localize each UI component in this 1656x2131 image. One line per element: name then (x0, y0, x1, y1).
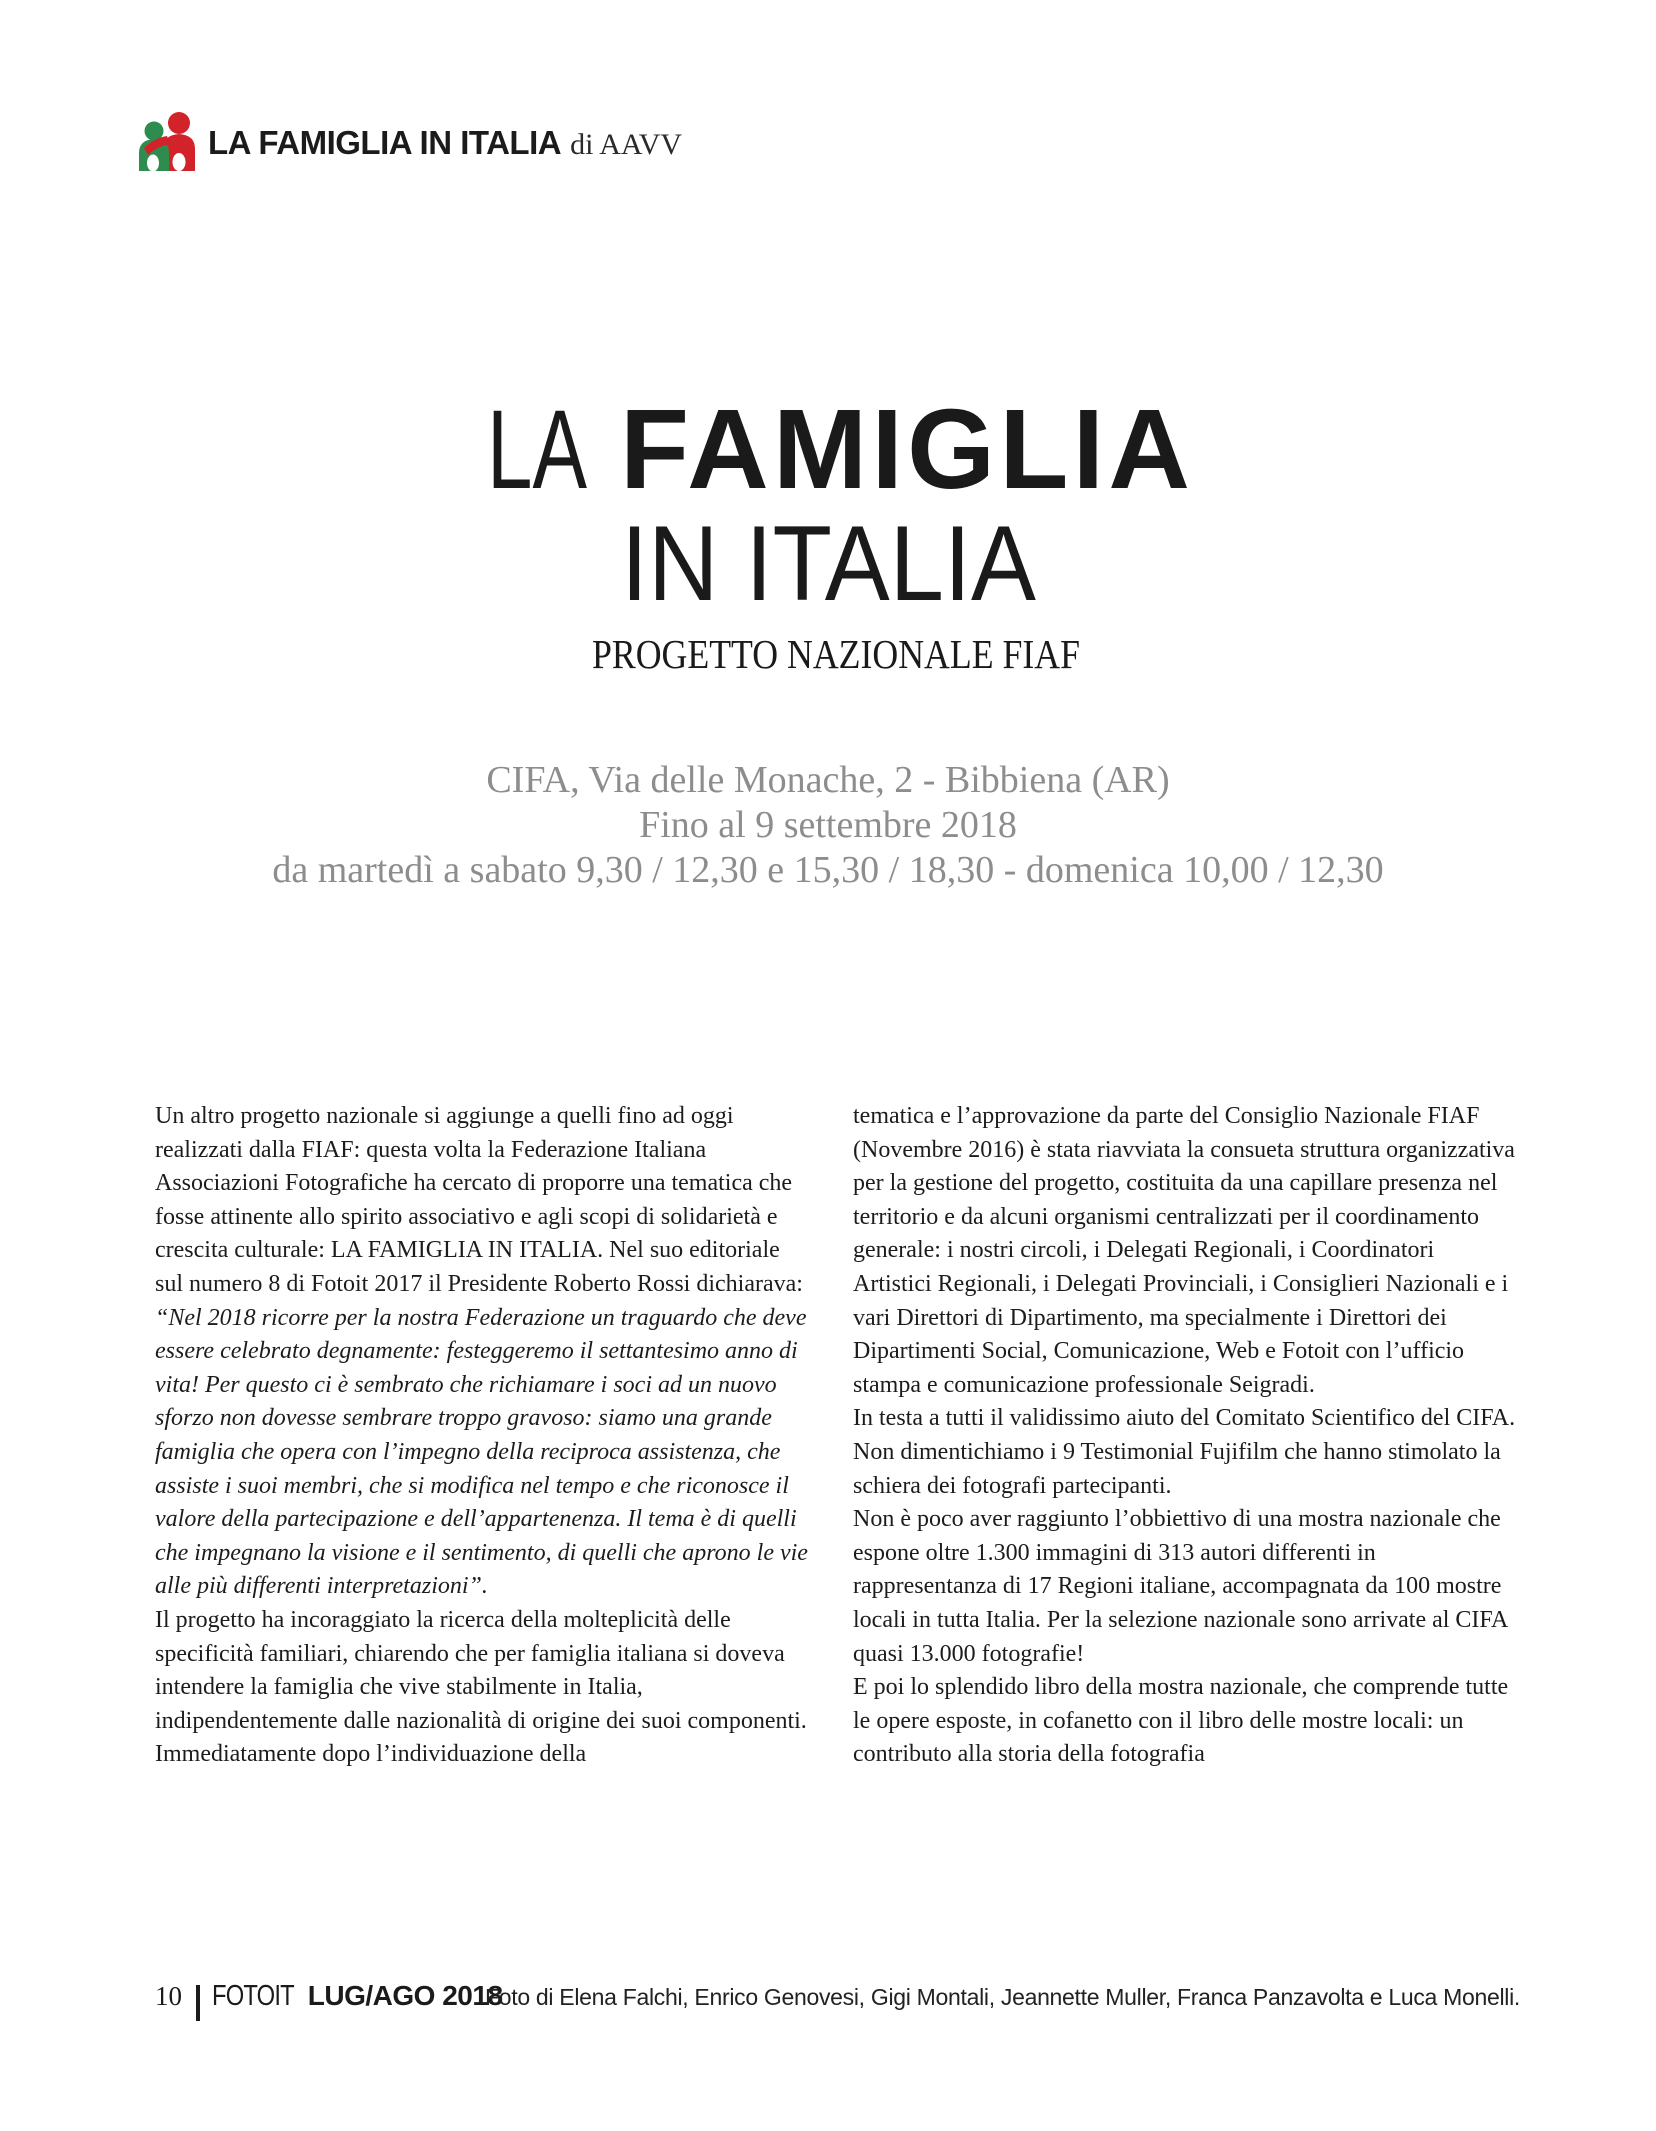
green-figure-highlight (147, 155, 159, 172)
text-run: Il progetto ha incoraggiato la ricerca della molteplicità delle specificità familiari, chiarendo che per famiglia italiana si doveva intendere la famiglia che vive stabilmente in Italia, indipendentemente dalle nazionalità di origine dei suoi componenti. Immediatamente dopo l’individuazione della (155, 1606, 807, 1768)
issue-label: LUG/AGO 2018 (307, 1980, 503, 2011)
hero-title-famiglia: FAMIGLIA (620, 386, 1190, 512)
hero-title (0, 360, 1656, 690)
hero-subtitle: PROGETTO NAZIONALE FIAF (592, 631, 1080, 677)
header-title: LA FAMIGLIA IN ITALIA (208, 124, 562, 161)
footer-divider (196, 1985, 200, 2021)
event-dates: Fino al 9 settembre 2018 (639, 804, 1017, 846)
article-paragraph (155, 1100, 813, 1604)
text-run: Non è poco aver raggiunto l’obbiettivo di una mostra nazionale che espone oltre 1.300 immagini di 313 autori differenti in rappresentanza di 17 Regioni italiane, accompagnata da 100 mostre locali in tutta Italia. Per la selezione nazionale sono arrivate al CIFA quasi 13.000 fotografie! (853, 1506, 1507, 1667)
article-column-left (155, 1100, 813, 1772)
article-paragraph (155, 1604, 813, 1772)
article-paragraph (853, 1503, 1517, 1671)
text-run: tematica e l’approvazione da parte del Consiglio Nazionale FIAF (Novembre 2016) è stata riavviata la consueta struttura organizzativa per la gestione del progetto, costituita da una capillare presenza nel territorio e da alcuni organismi centralizzati per il coordinamento generale: i nostri circoli, i Delegati Regionali, i Coordinatori Artistici Regionali, i Delegati Provinciali, i Consiglieri Nazionali e i vari Direttori di Dipartimento, ma specialmente i Direttori dei Dipartimenti Social, Comunicazione, Web e Fotoit con l’ufficio stampa e comunicazione professionale Seigradi. (853, 1103, 1515, 1398)
text-run: In testa a tutti il validissimo aiuto del Comitato Scientifico del CIFA. Non dimentichiamo i 9 Testimonial Fujifilm che hanno stimolato la schiera dei fotografi partecipanti. (853, 1405, 1516, 1499)
hero-title-la: LA (487, 387, 588, 512)
footer (155, 1980, 503, 2016)
event-venue: CIFA, Via delle Monache, 2 - Bibbiena (AR) (486, 759, 1170, 801)
hero-title-in-italia: IN ITALIA (621, 503, 1037, 623)
header-author: di AAVV (570, 128, 683, 161)
photo-credits: Foto di Elena Falchi, Enrico Genovesi, Gigi Montali, Jeannette Muller, Franca Panzavolta e Luca Monelli. (484, 1984, 1520, 2010)
header (208, 124, 682, 162)
text-run: Un altro progetto nazionale si aggiunge a quelli fino ad oggi realizzati dalla FIAF: questa volta la Federazione Italiana Associazioni Fotografiche ha cercato di proporre una tematica che fosse attinente allo spirito associativo e agli scopi di solidarietà e crescita culturale: LA FAMIGLIA IN ITALIA. Nel suo editoriale sul numero 8 di Fotoit 2017 il Presidente Roberto Rossi dichiarava: (155, 1103, 803, 1297)
family-figures-logo (134, 110, 204, 172)
red-figure-highlight (173, 153, 186, 171)
text-run: E poi lo splendido libro della mostra nazionale, che comprende tutte le opere esposte, in cofanetto con il libro delle mostre locali: un contributo alla storia della fotografia (853, 1674, 1509, 1768)
magazine-name: FOTOIT (212, 1980, 294, 2012)
article-paragraph (853, 1100, 1517, 1402)
page-number: 10 (155, 1981, 182, 2011)
article-paragraph (853, 1671, 1517, 1772)
article-column-right (853, 1100, 1517, 1772)
event-hours: da martedì a sabato 9,30 / 12,30 e 15,30 / 18,30 - domenica 10,00 / 12,30 (272, 849, 1384, 891)
event-info (0, 758, 1656, 893)
quote-run: “Nel 2018 ricorre per la nostra Federazione un traguardo che deve essere celebrato degnamente: festeggeremo il settantesimo anno di vita! Per questo ci è sembrato che richiamare i soci ad un nuovo sforzo non dovesse sembrare troppo gravoso: siamo una grande famiglia che opera con l’impegno della reciproca assistenza, che assiste i suoi membri, che si modifica nel tempo e che riconosce il valore della partecipazione e dell’appartenenza. Il tema è di quelli che impegnano la visione e il sentimento, di quelli che aprono le vie alle più differenti interpretazioni”. (155, 1304, 808, 1600)
article-paragraph (853, 1402, 1517, 1503)
